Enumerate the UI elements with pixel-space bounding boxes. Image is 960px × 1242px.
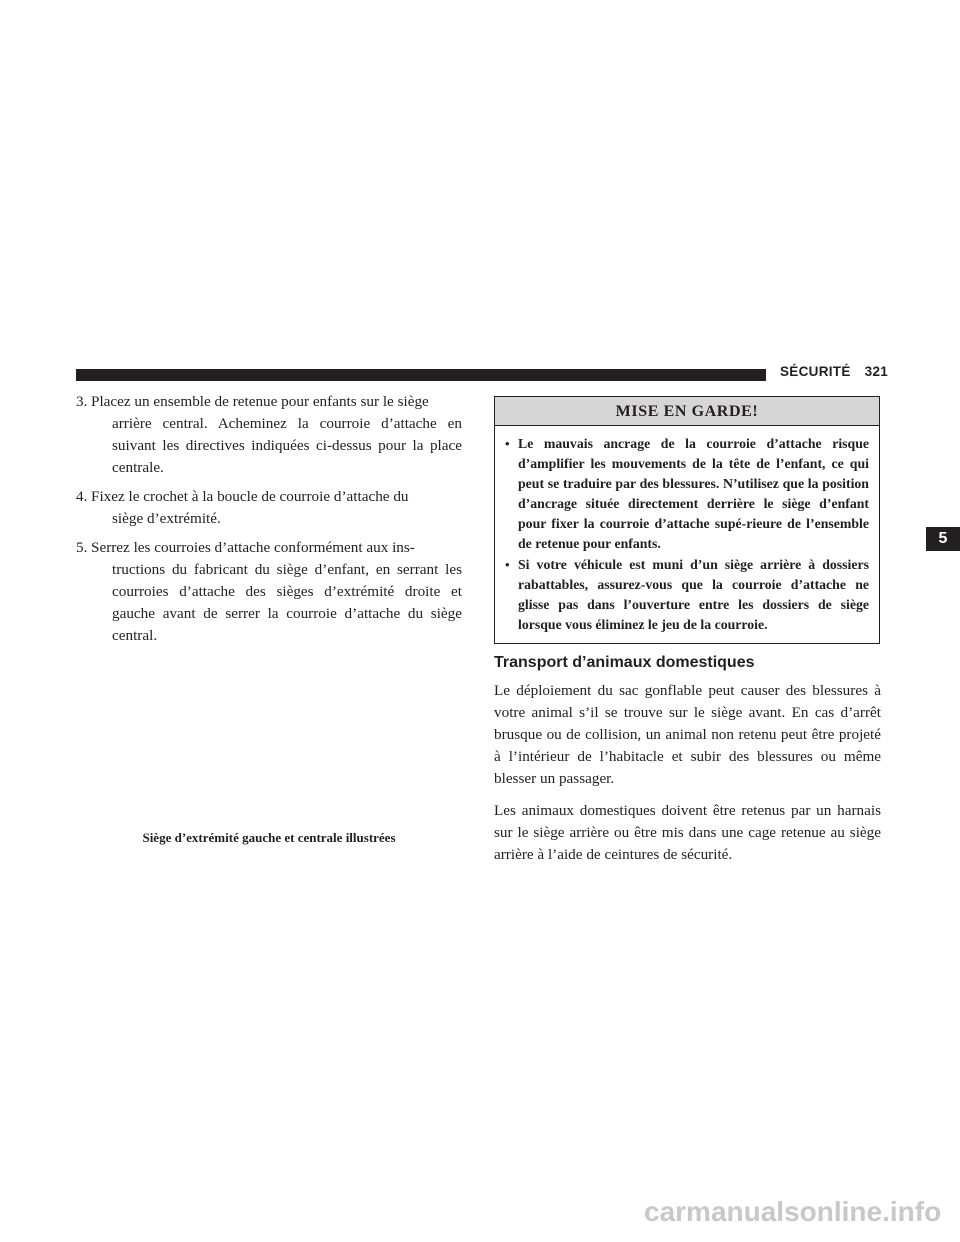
header-rule	[76, 369, 766, 381]
running-header	[780, 364, 888, 379]
step-number: 4.	[76, 488, 88, 505]
step-text-first-line: Placez un ensemble de retenue pour enfants sur le siège	[91, 393, 429, 410]
bullet-icon: •	[505, 436, 510, 451]
bullet-icon: •	[505, 557, 510, 572]
step-text	[91, 391, 462, 479]
step-number: 3.	[76, 393, 88, 410]
warning-item	[505, 555, 869, 635]
step-text-continuation: arrière central. Acheminez la courroie d’attache en suivant les directives indiquées ci-dessus pour la place centrale.	[112, 415, 462, 476]
step-text-continuation: tructions du fabricant du siège d’enfant, en serrant les courroies d’attache des sièges d’extrémité droite et gauche avant de serrer la courroie d’attache du siège central.	[112, 561, 462, 644]
warning-list	[505, 434, 869, 635]
step-text	[91, 486, 462, 530]
warning-item	[505, 434, 869, 554]
step-text-continuation: siège d’extrémité.	[112, 510, 221, 527]
header-section-title: SÉCURITÉ	[780, 364, 851, 379]
section-body	[494, 680, 881, 876]
step-text-first-line: Fixez le crochet à la boucle de courroie d’attache du	[91, 488, 409, 505]
body-paragraph: Le déploiement du sac gonflable peut causer des blessures à votre animal s’il se trouve sur le siège avant. En cas d’arrêt brusque ou de collision, un animal non retenu peut être projeté à l’intérieur de l’habitacle et subir des blessures ou même blesser un passager.	[494, 682, 881, 787]
warning-title: MISE EN GARDE!	[495, 397, 879, 426]
warning-item-text: Si votre véhicule est muni d’un siège arrière à dossiers rabattables, assurez-vous que la courroie d’attache ne glisse pas dans l’ouverture entre les dossiers de siège lorsque vous éliminez le jeu de la courroie.	[518, 557, 869, 632]
figure-caption: Siège d’extrémité gauche et centrale illustrées	[142, 830, 396, 845]
section-heading: Transport d’animaux domestiques	[494, 654, 755, 671]
warning-box	[494, 396, 880, 644]
step-item	[76, 391, 462, 479]
page-number: 321	[864, 364, 889, 379]
instruction-steps	[76, 391, 462, 654]
watermark: carmanualsonline.info	[644, 1196, 942, 1227]
warning-item-text: Le mauvais ancrage de la courroie d’attache risque d’amplifier les mouvements de la tête de l’enfant, ce qui peut se traduire par des blessures. N’utilisez que la position d’ancrage située directement derrière le siège d’enfant pour fixer la courroie d’attache supé-rieure de l’ensemble de retenue pour enfants.	[518, 436, 869, 551]
step-item	[76, 537, 462, 647]
body-paragraph: Les animaux domestiques doivent être retenus par un harnais sur le siège arrière ou être mis dans une cage retenue au siège arrière à l’aide de ceintures de sécurité.	[494, 802, 881, 863]
step-text	[91, 537, 462, 647]
chapter-tab: 5	[926, 527, 960, 551]
step-text-first-line: Serrez les courroies d’attache conformément aux ins-	[91, 539, 415, 556]
step-number: 5.	[76, 539, 88, 556]
step-item	[76, 486, 462, 530]
